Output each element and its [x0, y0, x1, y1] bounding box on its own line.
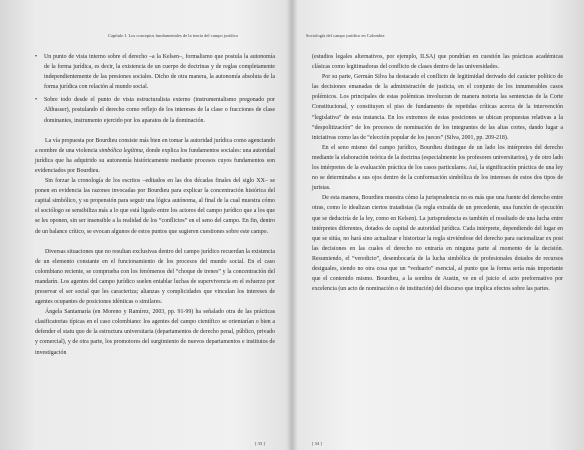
- page-number: [ 33 ]: [255, 441, 265, 446]
- bullet-list: [35, 52, 275, 126]
- bullet-icon: •: [35, 97, 38, 104]
- bullet-text: Sobre todo desde el punto de vista estructuralista externo (instrumentalismo pregonado por Althusser), postulando el derecho como reflejo de los intereses de la clase o fracciones de clase dominantes, instrumento ejercido por los aparatos de la dominación.: [44, 97, 275, 124]
- bullet-icon: •: [35, 54, 38, 60]
- italic-term: simbólica legítima: [99, 147, 143, 154]
- paragraph: Ángela Santamaría (en Moreno y Ramírez, 2003, pp. 91-99) ha señalado otra de las prácticas clasificatorias típicas en el caso colombiano: los agentes del campo científico se orientarían o bien a defender el statu quo de la estructura universitaria (departamentos de derecho penal, público, privado y comercial), y de otra parte, los promotores del surgimiento de nuevos departamentos e institutos de investigación: [35, 309, 275, 356]
- bullet-text: Un punto de vista interno sobre el derecho –a la Kelsen–, formalismo que postula la autonomía de la forma jurídica, es decir, la existencia de un cuerpo de doctrinas y de reglas completamente independientemente de las presiones sociales. Dicho de otra manera, la autonomía absoluta de la forma jurídica con relación al mundo social.: [44, 54, 275, 91]
- paragraph: En el seno mismo del campo jurídico, Bourdieu distingue de un lado los intérpretes del derecho mediante la elaboración teórica de la doctrina (especialmente los profesores universitarios), y de otro lado los intérpretes de la evaluación práctica de los casos particulares. Así, la significación práctica de una ley no se determinaba a sus ojos dentro de la conformación simbólica de los intereses de estos dos tipos de juristas.: [312, 144, 563, 192]
- right-text-block: [312, 52, 563, 294]
- running-head: Capítulo I. Los conceptos fundamentales de la teoría del campo jurídico: [108, 33, 238, 38]
- bullet-item: [35, 52, 275, 92]
- paragraph: Por su parte, Germán Silva ha destacado el conflicto de legitimidad derivado del carácter político de las decisiones emanadas de la administración de justicia, en el conjunto de los innumerables casos polémicos. Los principales de estas polémicas involucran de manera notoria las sentencias de la Corte Constitucional, y constituyen el piso de fundamento de repetidas críticas acerca de la intervención “legislativa” de esta instancia. En los extremos de estas posiciones se ubican propuestas relativas a la “despolitización” de los procesos de nominación de los integrantes de las altas cortes, dando lugar a iniciativas como las de “elección popular de los jueces” (Silva, 2001, pp. 209-218).: [312, 74, 563, 141]
- paragraph: (estudios legales alternativos, por ejemplo, ILSA) que pondrían en cuestión las prácticas académicas clásicas como legitimadoras del conflicto de clases dentro de las universidades.: [312, 54, 563, 71]
- paragraph: De esta manera, Bourdieu muestra cómo la jurisprudencia no es más que una fuente del derecho entre otras, como lo idealizan ciertos tratadistas (la regla extraída de un precedente, una función de ejecución que se deduciría de la ley, como en Kelsen). La jurisprudencia es también el resultado de una lucha entre intérpretes diferentes, dotados de capital de autoridad jurídica. Cada intérprete, dependiendo del lugar en que se sitúa, no hará sino actualizar e historizar la regla sirviéndose del derecho para racionalizar ex post las decisiones en las cuales el derecho no entraría en ninguna parte al momento de la decisión. Resumiendo, el “veredicto”, desembocaría de la lucha simbólica de profesionales dotados de recursos desiguales, siendo no otra cosa que un “veduario” esencial, al punto que la forma sería más importante que el contenido mismo. Bourdieu, a la sombra de Austin, ve en el juicio el acto preformativo por excelencia (un acto de nominación o de institución) del discurso que implica efectos sobre las partes.: [312, 195, 563, 293]
- paragraph: [35, 136, 275, 176]
- running-head: Sociología del campo jurídico en Colombia: [306, 33, 385, 38]
- left-text-block: [35, 52, 275, 358]
- paragraph: Diversas situaciones que no resultan exclusivas dentro del campo jurídico recuerdan la existencia de un elemento constante en el funcionamiento de los procesos del mundo social. En el caso colombiano reciente, se comprueba con los fenómenos del “choque de trenes” y la concentración del mandarín. Los agentes del campo jurídico suelen entablar luchas de supervivencia en el esfuerzo por preservar el ser social que les caracteriza; alianzas y complicidades que vinculan los intereses de agentes ocupantes de posiciones idénticas o similares.: [35, 248, 275, 306]
- paragraph-text: La vía propuesta por Bourdieu consiste más bien en tomar la autoridad jurídica como agenciando a nombre de una violencia: [35, 137, 275, 154]
- right-page: [292, 0, 584, 450]
- page-number: [ 34 ]: [312, 441, 322, 446]
- paragraph-text: , donde explica los fundamentos sociales: una autoridad jurídica que ha adquirido su autonomía históricamente mediante procesos cuyos fundamentos son evidenciados por Bourdieu.: [35, 147, 275, 174]
- paragraph: Sin forzar la cronología de los escritos –editados en las dos décadas finales del siglo XX– se ponen en evidencia las razones invocadas por Bourdieu para explicar la concentración histórica del capital simbólico, y su propensión para seguir una lógica autónoma, al final de la cual muestra cómo el sociólogo se sensibiliza más a lo que está ligado entre los actores del campo jurídico que a los que se les oponen, sin ser insensible a la realidad de los “conflictos” en el seno del campo. En fin, dentro de un balance crítico, se evocan algunos de estos puntos que sugieren cuestiones sobre este campo.: [35, 178, 275, 235]
- bullet-item: [35, 95, 275, 125]
